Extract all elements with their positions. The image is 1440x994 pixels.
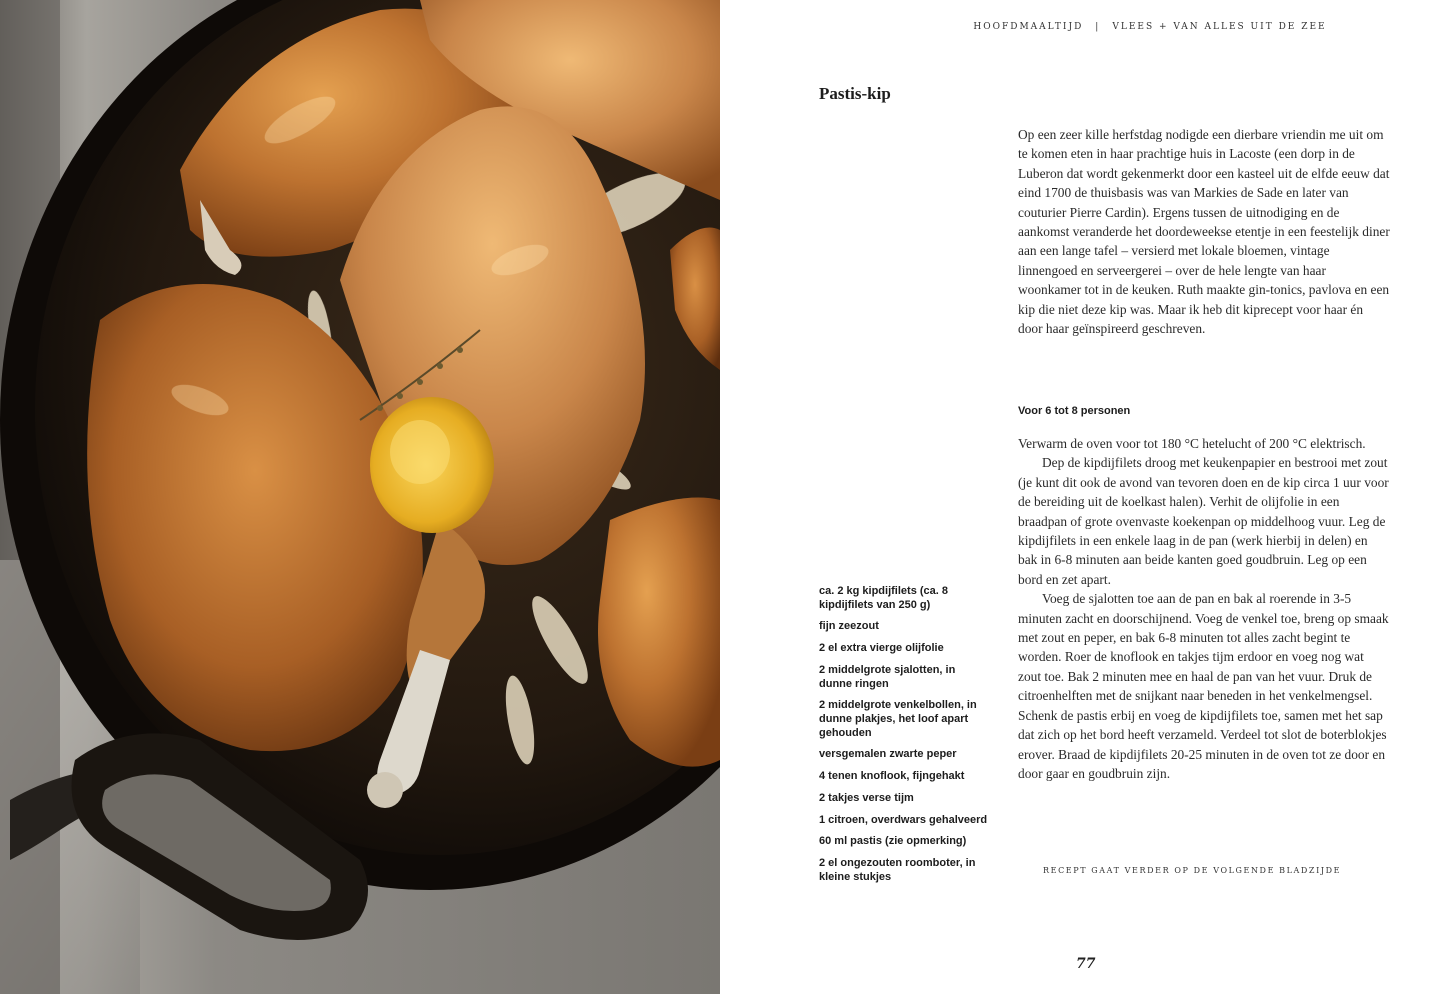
ingredient-item: 2 el extra vierge olijfolie xyxy=(819,642,944,655)
recipe-intro: Op een zeer kille herfstdag nodigde een dierbare vriendin me uit om te komen eten in haar prachtige huis in Lacoste (een dorp in de Luberon dat wordt gekenmerkt door een kasteel uit de elfde eeuw dat eind 1700 de thuisbasis was van Markies de Sade en later van couturier Pierre Cardin). Ergens tussen de uitnodiging en de aankomst veranderde het doordeweekse etentje in een feestelijk diner aan een lange tafel – versierd met lokale bloemen, vintage linnengoed en serveergerei – over de hele lengte van haar woonkamer tot in de keuken. Ruth maakte gin-tonics, pavlova en een kip die niet deze kip was. Maar ik heb dit kiprecept voor haar én door haar geïnspireerd geschreven. xyxy=(1018,127,1390,337)
recipe-title: Pastis-kip xyxy=(819,84,891,103)
recipe-page xyxy=(720,0,1440,994)
ingredient-item: 2 takjes verse tijm xyxy=(819,791,914,804)
method-steps xyxy=(1018,434,1390,783)
ingredient-item: versgemalen zwarte peper xyxy=(819,748,957,761)
running-head xyxy=(720,22,1440,32)
servings: Voor 6 tot 8 personen xyxy=(1018,405,1131,417)
method-paragraph: Verwarm de oven voor tot 180 °C hetelucht of 200 °C elektrisch. xyxy=(1018,436,1366,451)
running-head-chapter: VLEES + VAN ALLES UIT DE ZEE xyxy=(1112,22,1327,32)
running-head-separator: | xyxy=(1095,22,1101,32)
ingredient-item: 2 middelgrote venkelbollen, in dunne plakjes, het loof apart gehouden xyxy=(819,699,977,739)
method-paragraph: Voeg de sjalotten toe aan de pan en bak al roerende in 3-5 minuten zacht en doorschijnend. Voeg de venkel toe, breng op smaak met zout en peper, en bak 6-8 minuten tot alles zacht begint te worden. Roer de knoflook en takjes tijm erdoor en voeg nog wat zout toe. Bak 2 minuten mee en haal de pan van het vuur. Druk de citroenhelften met de snijkant naar beneden in het venkelmengsel. Schenk de pastis erbij en voeg de kipdijfilets toe, samen met het sap dat zich op het bord heeft verzameld. Verdeel tot slot de boterblokjes erover. Braad de kipdijfilets 20-25 minuten in de oven tot ze door en door gaar en goudbruin zijn. xyxy=(1018,591,1389,781)
ingredient-item: 2 el ongezouten roomboter, in kleine stukjes xyxy=(819,857,976,883)
ingredient-item: ca. 2 kg kipdijfilets (ca. 8 kipdijfilets van 250 g) xyxy=(819,585,948,611)
continued-note: RECEPT GAAT VERDER OP DE VOLGENDE BLADZIJDE xyxy=(1043,866,1342,875)
ingredient-item: 2 middelgrote sjalotten, in dunne ringen xyxy=(819,663,956,690)
running-head-section: HOOFDMAALTIJD xyxy=(973,22,1084,32)
ingredient-list xyxy=(819,585,989,893)
page-number: 77 xyxy=(1076,956,1096,972)
ingredient-item: fijn zeezout xyxy=(819,620,879,633)
ingredient-item: 60 ml pastis (zie opmerking) xyxy=(819,835,967,848)
method-paragraph: Dep de kipdijfilets droog met keukenpapier en bestrooi met zout (je kunt dit ook de avond van tevoren doen en de kip circa 1 uur voor de bereiding uit de koelkast halen). Verhit de olijfolie in een braadpan of grote ovenvaste koekenpan op middelhoog vuur. Leg de kipdijfilets in een enkele laag in de pan (werk hierbij in delen) en bak in 6-8 minuten aan beide kanten goed goudbruin. Leg op een bord en zet apart. xyxy=(1018,455,1389,587)
ingredient-item: 1 citroen, overdwars gehalveerd xyxy=(819,813,988,826)
ingredient-item: 4 tenen knoflook, fijngehakt xyxy=(819,770,965,783)
